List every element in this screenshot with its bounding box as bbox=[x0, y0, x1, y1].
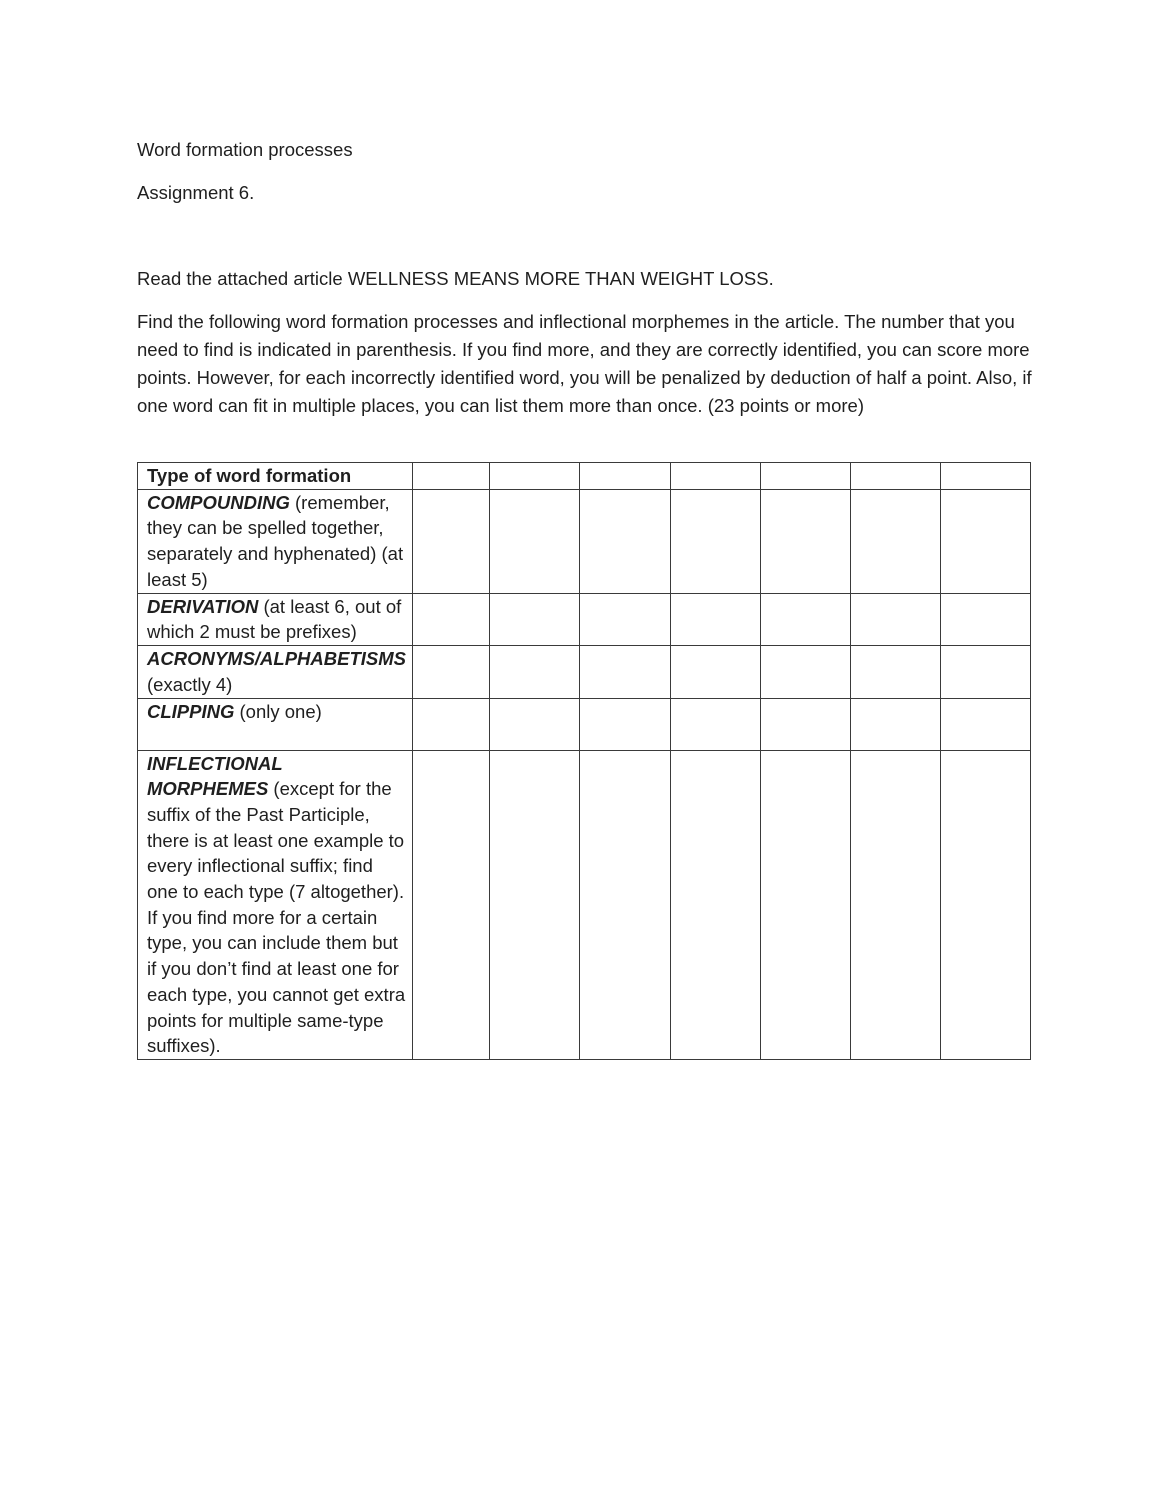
answer-cell bbox=[670, 646, 760, 698]
answer-cell bbox=[760, 698, 850, 750]
answer-cell bbox=[670, 750, 760, 1059]
answer-cell bbox=[940, 489, 1030, 593]
table-row-inflectional-morphemes bbox=[138, 750, 1031, 1059]
table-row-acronyms bbox=[138, 646, 1031, 698]
header-label: Type of word formation bbox=[147, 465, 352, 486]
answer-cell bbox=[490, 698, 580, 750]
type-name: CLIPPING bbox=[147, 700, 235, 722]
answer-cell bbox=[413, 463, 490, 490]
answer-cell bbox=[940, 593, 1030, 645]
answer-cell bbox=[490, 593, 580, 645]
answer-cell bbox=[670, 489, 760, 593]
answer-cell bbox=[413, 646, 490, 698]
answer-cell bbox=[850, 698, 940, 750]
answer-cell bbox=[940, 750, 1030, 1059]
answer-cell bbox=[940, 646, 1030, 698]
answer-cell bbox=[760, 646, 850, 698]
answer-cell bbox=[760, 489, 850, 593]
answer-cell bbox=[940, 698, 1030, 750]
task-description: Find the following word formation processes and inflectional morphemes in the article. The number that you need to find is indicated in parenthesis. If you find more, and they are correctly identified, you can score more points. However, for each incorrectly identified word, you will be penalized by deduction of half a point. Also, if one word can fit in multiple places, you can list them more than once. (23 points or more) bbox=[137, 311, 1032, 416]
type-detail: (remember, they can be spelled together, separately and hyphenated) (at least 5) bbox=[147, 491, 404, 590]
answer-cell bbox=[760, 463, 850, 490]
document-title: Word formation processes bbox=[137, 139, 353, 160]
type-name: DERIVATION bbox=[147, 595, 259, 617]
table-row-clipping bbox=[138, 698, 1031, 750]
answer-cell bbox=[490, 463, 580, 490]
answer-cell bbox=[940, 463, 1030, 490]
answer-cell bbox=[580, 593, 670, 645]
header-cell bbox=[138, 463, 413, 490]
answer-cell bbox=[670, 698, 760, 750]
answer-cell bbox=[850, 646, 940, 698]
type-cell bbox=[138, 489, 413, 593]
answer-cell bbox=[760, 593, 850, 645]
answer-cell bbox=[490, 489, 580, 593]
answer-cell bbox=[850, 750, 940, 1059]
type-cell bbox=[138, 646, 413, 698]
reading-instruction: Read the attached article WELLNESS MEANS MORE THAN WEIGHT LOSS. bbox=[137, 268, 774, 289]
answer-cell bbox=[580, 463, 670, 490]
answer-cell bbox=[580, 750, 670, 1059]
type-cell bbox=[138, 750, 413, 1059]
answer-cell bbox=[850, 593, 940, 645]
type-name: ACRONYMS/ALPHABETISMS bbox=[147, 648, 407, 670]
answer-cell bbox=[670, 463, 760, 490]
answer-cell bbox=[580, 646, 670, 698]
answer-cell bbox=[760, 750, 850, 1059]
answer-cell bbox=[580, 489, 670, 593]
answer-cell bbox=[850, 463, 940, 490]
type-detail: (only one) bbox=[234, 700, 322, 722]
answer-cell bbox=[413, 698, 490, 750]
answer-cell bbox=[850, 489, 940, 593]
answer-cell bbox=[413, 489, 490, 593]
assignment-label: Assignment 6. bbox=[137, 182, 255, 203]
answer-cell bbox=[580, 698, 670, 750]
type-detail: (at least 6, out of which 2 must be prefixes) bbox=[147, 595, 402, 643]
type-name: INFLECTIONAL MORPHEMES bbox=[147, 752, 283, 800]
type-detail: (except for the suffix of the Past Participle, there is at least one example to every inflectional suffix; find one to each type (7 altogether). If you find more for a certain type, you can include them but if you don’t find at least one for each type, you cannot get extra points for multiple same-type suffixes). bbox=[147, 778, 406, 1057]
word-formation-table bbox=[137, 462, 1031, 1060]
answer-cell bbox=[670, 593, 760, 645]
type-cell bbox=[138, 698, 413, 750]
answer-cell bbox=[413, 593, 490, 645]
table-row-derivation bbox=[138, 593, 1031, 645]
answer-cell bbox=[490, 750, 580, 1059]
answer-cell bbox=[413, 750, 490, 1059]
type-cell bbox=[138, 593, 413, 645]
type-detail: (exactly 4) bbox=[147, 673, 233, 695]
answer-cell bbox=[490, 646, 580, 698]
table-row-compounding bbox=[138, 489, 1031, 593]
type-name: COMPOUNDING bbox=[147, 491, 290, 513]
table-header-row bbox=[138, 463, 1031, 490]
